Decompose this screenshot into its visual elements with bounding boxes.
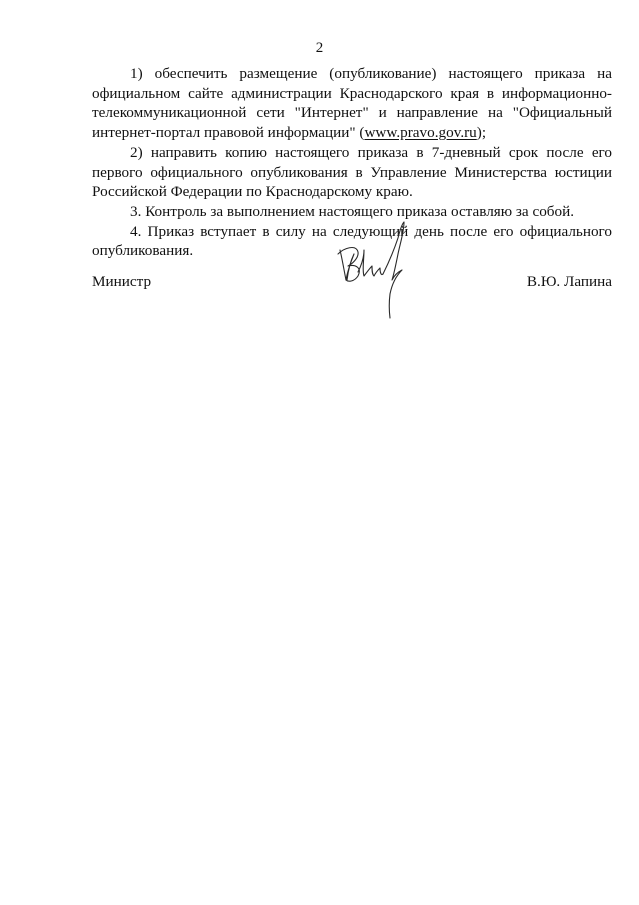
paragraph-2: 2) направить копию настоящего приказа в 7-дневный срок после его первого официального опубликования в Управление Министерства юстиции Российской Федерации по Краснодарскому краю. <box>92 143 612 201</box>
paragraph-1 <box>92 64 612 143</box>
signature-block <box>92 272 612 294</box>
signer-name: В.Ю. Лапина <box>526 273 612 290</box>
paragraph-3: 3. Контроль за выполнением настоящего приказа оставляю за собой. <box>130 202 575 220</box>
pravo-portal-link[interactable]: www.pravo.gov.ru <box>364 124 477 142</box>
paragraph-1-text: 1) обеспечить размещение (опубликование) настоящего приказа на официальном сайте администрации Краснодарского края в информационно-телекоммуникационной сети "Интернет" и направление на "Официальный интернет-портал правовой информации" ( <box>92 65 612 142</box>
paragraph-1-ending: ); <box>476 124 487 142</box>
page-number: 2 <box>315 40 324 56</box>
paragraph-4: 4. Приказ вступает в силу на следующий день после его официального опубликования. <box>92 222 612 260</box>
handwritten-signature <box>334 214 416 320</box>
signature-flourish <box>383 222 404 318</box>
signer-position: Министр <box>92 273 152 290</box>
